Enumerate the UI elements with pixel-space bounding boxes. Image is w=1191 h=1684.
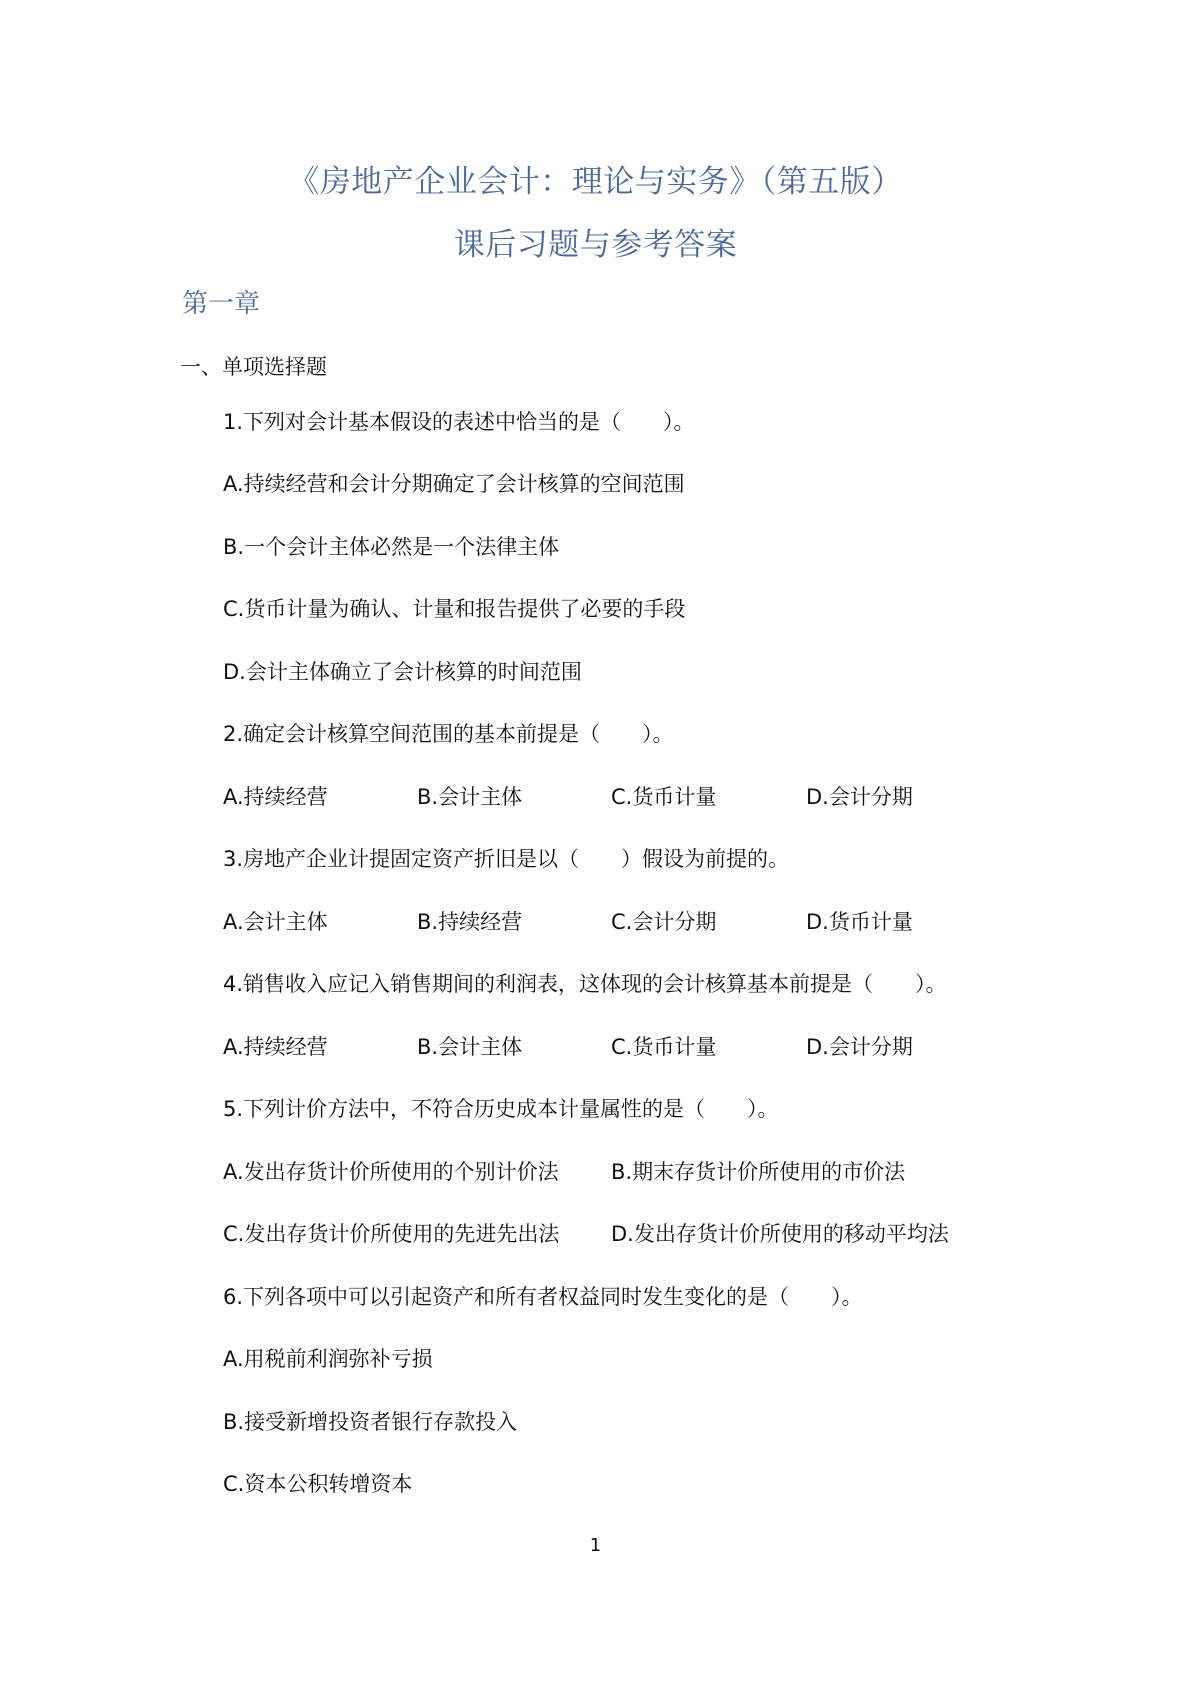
page-number: 1 [589,1535,602,1556]
section-heading: 一、单项选择题 [180,355,327,379]
question-4-option-a: A.持续经营 [223,1035,328,1059]
question-5-option-c: C.发出存货计价所使用的先进先出法 [223,1222,560,1246]
question-1-stem: 1.下列对会计基本假设的表述中恰当的是（ ）。 [223,410,695,434]
question-2-option-c: C.货币计量 [611,785,717,809]
question-4-option-d: D.会计分期 [806,1035,913,1059]
question-6-stem: 6.下列各项中可以引起资产和所有者权益同时发生变化的是（ ）。 [223,1285,863,1309]
question-6-option-c: C.资本公积转增资本 [223,1472,413,1496]
question-6-option-b: B.接受新增投资者银行存款投入 [223,1410,518,1434]
question-2-option-a: A.持续经营 [223,785,328,809]
question-1-option-c: C.货币计量为确认、计量和报告提供了必要的手段 [223,597,686,621]
question-4-option-b: B.会计主体 [417,1035,523,1059]
document-title: 《房地产企业会计：理论与实务》（第五版） [288,164,903,200]
question-2-stem: 2.确定会计核算空间范围的基本前提是（ ）。 [223,722,674,746]
question-5-option-b: B.期末存货计价所使用的市价法 [611,1160,906,1184]
question-3-option-c: C.会计分期 [611,910,717,934]
question-5-stem: 5.下列计价方法中，不符合历史成本计量属性的是（ ）。 [223,1097,779,1121]
question-3-option-a: A.会计主体 [223,910,328,934]
question-3-option-d: D.货币计量 [806,910,913,934]
question-5-option-a: A.发出存货计价所使用的个别计价法 [223,1160,559,1184]
question-6-option-a: A.用税前利润弥补亏损 [223,1347,433,1371]
question-1-option-b: B.一个会计主体必然是一个法律主体 [223,535,560,559]
question-5-option-d: D.发出存货计价所使用的移动平均法 [611,1222,949,1246]
question-1-option-d: D.会计主体确立了会计核算的时间范围 [223,660,582,684]
chapter-heading: 第一章 [182,289,261,319]
question-4-option-c: C.货币计量 [611,1035,717,1059]
question-1-option-a: A.持续经营和会计分期确定了会计核算的空间范围 [223,472,685,496]
question-2-option-d: D.会计分期 [806,785,913,809]
question-2-option-b: B.会计主体 [417,785,523,809]
question-3-stem: 3.房地产企业计提固定资产折旧是以（ ）假设为前提的。 [223,847,790,871]
document-subtitle: 课后习题与参考答案 [453,227,738,263]
question-3-option-b: B.持续经营 [417,910,523,934]
question-4-stem: 4.销售收入应记入销售期间的利润表，这体现的会计核算基本前提是（ ）。 [223,972,947,996]
